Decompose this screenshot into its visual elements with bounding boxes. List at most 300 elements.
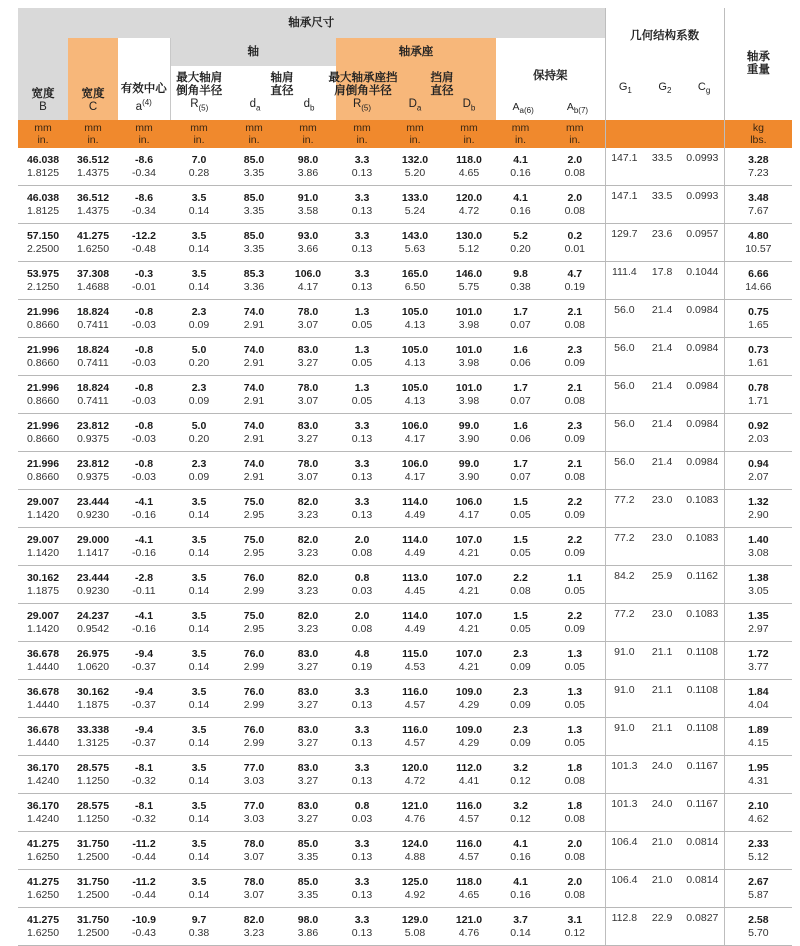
value-in: 1.1250 [76, 812, 110, 825]
value-mm: -12.2 [132, 230, 156, 242]
cell-cg: 0.0993 [681, 186, 724, 224]
value-in: 4.29 [458, 698, 480, 711]
value-mm: 3.3 [354, 420, 370, 432]
weight-lbs: 2.07 [748, 470, 769, 483]
shaft-shoulder-header: 轴肩直径 $d_a$ $d_b$ [228, 66, 336, 120]
cell-r1 [170, 300, 228, 338]
value-in: 4.13 [404, 356, 426, 369]
weight-kg: 1.35 [748, 610, 769, 622]
cell-da [388, 604, 442, 642]
cell-ab [545, 642, 605, 680]
value-in: 6.50 [404, 280, 426, 293]
cell-b [18, 376, 68, 414]
cell-weight [724, 376, 792, 414]
cell-weight [724, 718, 792, 756]
cell-c [68, 756, 118, 794]
value-mm: -4.1 [134, 610, 154, 622]
cell-ab [545, 832, 605, 870]
value-mm: 46.038 [26, 154, 60, 166]
cell-a [118, 490, 170, 528]
unit-weight: kg lbs. [724, 120, 792, 148]
cell-g1: 56.0 [605, 376, 643, 414]
cell-db [442, 566, 496, 604]
value-in: 0.7411 [77, 356, 109, 369]
value-mm: 3.1 [567, 914, 583, 926]
cell-weight [724, 832, 792, 870]
value-mm: 2.3 [567, 420, 583, 432]
value-in: 4.21 [458, 622, 480, 635]
table-row [18, 756, 792, 794]
value-in: 0.09 [188, 470, 210, 483]
value-in: 0.09 [564, 622, 586, 635]
cell-r1 [170, 376, 228, 414]
value-mm: 2.1 [567, 458, 583, 470]
weight-lbs: 2.97 [748, 622, 769, 635]
cell-b [18, 680, 68, 718]
bearing-dims-header: 轴承尺寸 [18, 8, 605, 38]
cell-cg: 0.0984 [681, 376, 724, 414]
value-in: 3.07 [297, 470, 319, 483]
value-in: 1.8125 [26, 166, 60, 179]
value-in: 3.36 [243, 280, 265, 293]
cg-header: $C_g$ [697, 81, 711, 96]
value-mm: -9.4 [134, 648, 154, 660]
cell-c [68, 680, 118, 718]
cell-b [18, 186, 68, 224]
geometry-factors-header [605, 8, 724, 120]
cell-da [228, 718, 280, 756]
value-in: 1.8125 [26, 204, 60, 217]
cell-r1 [170, 186, 228, 224]
cell-weight [724, 300, 792, 338]
cell-cg: 0.0984 [681, 338, 724, 376]
value-in: 1.6250 [26, 888, 60, 901]
value-mm: 146.0 [455, 268, 483, 280]
cell-cg: 0.1167 [681, 756, 724, 794]
cell-g1: 77.2 [605, 528, 643, 566]
cell-db [280, 528, 336, 566]
cell-r2 [336, 300, 388, 338]
da-lower-header: $d_a$ [249, 97, 261, 113]
value-in: 1.1875 [76, 698, 110, 711]
value-mm: 2.2 [513, 572, 528, 584]
cell-ab [545, 604, 605, 642]
value-mm: 130.0 [455, 230, 483, 242]
cell-da [388, 566, 442, 604]
value-mm: 2.2 [567, 610, 583, 622]
value-in: 3.03 [243, 774, 265, 787]
value-mm: -0.8 [134, 420, 154, 432]
weight-kg: 4.80 [748, 230, 769, 242]
value-in: 3.07 [297, 394, 319, 407]
value-in: 0.20 [188, 356, 210, 369]
value-in: 0.08 [564, 470, 586, 483]
cell-aa [496, 566, 545, 604]
value-mm: 85.0 [243, 230, 265, 242]
value-mm: 77.0 [243, 800, 265, 812]
value-mm: 85.3 [243, 268, 265, 280]
value-in: 0.03 [351, 812, 373, 825]
cell-r1 [170, 604, 228, 642]
value-in: 4.17 [404, 432, 426, 445]
cell-a [118, 680, 170, 718]
value-mm: 109.0 [455, 724, 483, 736]
table-row [18, 148, 792, 186]
value-mm: 105.0 [401, 306, 429, 318]
cell-r2 [336, 566, 388, 604]
cell-ab [545, 338, 605, 376]
weight-lbs: 1.61 [748, 356, 769, 369]
value-in: 5.75 [458, 280, 480, 293]
value-in: -0.03 [132, 470, 156, 483]
cell-db [442, 148, 496, 186]
cell-b [18, 566, 68, 604]
value-mm: 36.512 [76, 192, 110, 204]
cell-r1 [170, 490, 228, 528]
cell-da [228, 870, 280, 908]
value-mm: 1.3 [567, 724, 583, 736]
value-in: 0.19 [564, 280, 586, 293]
value-in: 0.05 [510, 622, 531, 635]
unit-g1 [605, 120, 643, 148]
cell-g1: 101.3 [605, 794, 643, 832]
cell-b [18, 300, 68, 338]
value-mm: 2.0 [354, 534, 370, 546]
value-mm: 21.996 [26, 306, 60, 318]
value-in: 4.76 [404, 812, 426, 825]
value-mm: 21.996 [26, 382, 60, 394]
value-mm: 2.0 [354, 610, 370, 622]
value-in: -0.11 [132, 584, 156, 597]
cell-ab [545, 490, 605, 528]
value-mm: 93.0 [297, 230, 319, 242]
value-in: 0.14 [510, 926, 531, 939]
cell-da [228, 642, 280, 680]
value-in: -0.34 [132, 204, 156, 217]
value-in: 0.09 [564, 356, 586, 369]
value-in: 0.12 [510, 774, 531, 787]
cell-c [68, 566, 118, 604]
value-in: 0.08 [510, 584, 531, 597]
value-in: -0.16 [132, 622, 156, 635]
value-mm: 9.7 [191, 914, 207, 926]
value-in: 0.05 [351, 356, 373, 369]
cell-g2: 21.0 [643, 832, 681, 870]
value-in: 4.57 [458, 812, 480, 825]
value-in: 0.16 [510, 166, 531, 179]
cell-ab [545, 148, 605, 186]
value-mm: 107.0 [455, 534, 483, 546]
cell-g1: 77.2 [605, 490, 643, 528]
cell-r1 [170, 718, 228, 756]
value-in: 4.17 [404, 470, 426, 483]
cell-r2 [336, 262, 388, 300]
value-mm: 4.1 [513, 192, 528, 204]
value-in: 0.01 [564, 242, 586, 255]
value-in: 0.13 [351, 204, 373, 217]
shaft-fillet-header: 最大轴肩倒角半径 $R_{(5)}$ [170, 66, 228, 120]
value-mm: 77.0 [243, 762, 265, 774]
weight-lbs: 7.23 [748, 166, 769, 179]
value-in: -0.32 [132, 812, 156, 825]
value-in: 4.29 [458, 736, 480, 749]
cell-r1 [170, 414, 228, 452]
value-mm: 85.0 [243, 154, 265, 166]
cell-weight [724, 528, 792, 566]
cell-b [18, 604, 68, 642]
value-in: 0.08 [564, 774, 586, 787]
value-in: 4.17 [297, 280, 319, 293]
cell-b [18, 642, 68, 680]
weight-lbs: 3.05 [748, 584, 769, 597]
cell-ab [545, 794, 605, 832]
cell-r1 [170, 680, 228, 718]
cell-b [18, 756, 68, 794]
value-in: 0.13 [351, 242, 373, 255]
cell-g2: 23.6 [643, 224, 681, 262]
weight-kg: 1.72 [748, 648, 769, 660]
value-mm: 23.812 [76, 458, 110, 470]
value-in: -0.16 [132, 508, 156, 521]
value-mm: 82.0 [243, 914, 265, 926]
table-row [18, 832, 792, 870]
cell-a [118, 832, 170, 870]
value-mm: 1.7 [513, 458, 528, 470]
value-in: 0.16 [510, 888, 531, 901]
cell-r1 [170, 224, 228, 262]
geometry-factors-title: 几何结构系数 [630, 30, 700, 42]
cell-g2: 17.8 [643, 262, 681, 300]
value-in: 1.1875 [26, 584, 60, 597]
value-in: 0.13 [351, 508, 373, 521]
value-mm: 2.0 [567, 192, 583, 204]
cell-r2 [336, 490, 388, 528]
value-mm: 106.0 [455, 496, 483, 508]
value-in: 0.13 [351, 774, 373, 787]
value-mm: 78.0 [243, 838, 265, 850]
value-mm: 3.5 [191, 800, 207, 812]
value-mm: 3.5 [191, 268, 207, 280]
value-in: 1.2500 [76, 850, 110, 863]
value-in: 4.76 [458, 926, 480, 939]
cell-g2: 21.4 [643, 338, 681, 376]
value-in: 2.1250 [26, 280, 60, 293]
cell-a [118, 756, 170, 794]
value-mm: 74.0 [243, 458, 265, 470]
table-row [18, 604, 792, 642]
value-mm: 76.0 [243, 648, 265, 660]
cell-c [68, 794, 118, 832]
cell-g1: 91.0 [605, 718, 643, 756]
cell-cg: 0.0984 [681, 452, 724, 490]
value-mm: 109.0 [455, 686, 483, 698]
value-mm: 74.0 [243, 420, 265, 432]
value-in: 3.35 [243, 242, 265, 255]
value-mm: -2.8 [134, 572, 154, 584]
cell-a [118, 528, 170, 566]
value-mm: 3.3 [354, 876, 370, 888]
value-in: 0.08 [564, 166, 586, 179]
cell-g2: 23.0 [643, 490, 681, 528]
cell-da [388, 376, 442, 414]
value-mm: 4.7 [567, 268, 583, 280]
value-in: 0.13 [351, 280, 373, 293]
value-in: 0.13 [351, 698, 373, 711]
value-in: 1.0620 [76, 660, 110, 673]
value-mm: -8.1 [134, 762, 154, 774]
cell-weight [724, 604, 792, 642]
weight-lbs: 10.57 [745, 242, 772, 255]
cell-cg: 0.1108 [681, 680, 724, 718]
value-mm: 41.275 [26, 876, 60, 888]
value-in: 0.13 [351, 926, 373, 939]
value-in: 3.58 [297, 204, 319, 217]
value-mm: 129.0 [401, 914, 429, 926]
value-mm: 2.2 [567, 534, 583, 546]
cell-aa [496, 224, 545, 262]
cell-r2 [336, 224, 388, 262]
value-mm: 29.000 [76, 534, 110, 546]
cell-aa [496, 262, 545, 300]
cell-r2 [336, 794, 388, 832]
cell-cg: 0.0984 [681, 414, 724, 452]
value-in: 4.65 [458, 166, 480, 179]
value-in: 0.9375 [76, 432, 110, 445]
value-mm: 1.8 [567, 762, 583, 774]
value-mm: 3.5 [191, 192, 207, 204]
cell-db [280, 148, 336, 186]
value-mm: 82.0 [297, 534, 319, 546]
value-mm: 36.170 [26, 800, 60, 812]
value-mm: 2.1 [567, 306, 583, 318]
value-in: 0.14 [188, 698, 210, 711]
table-row [18, 680, 792, 718]
cell-weight [724, 148, 792, 186]
table-row [18, 414, 792, 452]
weight-kg: 2.10 [748, 800, 769, 812]
value-mm: 30.162 [26, 572, 60, 584]
cell-a [118, 718, 170, 756]
value-mm: 120.0 [455, 192, 483, 204]
value-mm: 78.0 [297, 382, 319, 394]
cell-r1 [170, 794, 228, 832]
value-mm: 74.0 [243, 306, 265, 318]
db-upper-header: $D_b$ [462, 97, 476, 113]
value-in: 0.05 [351, 394, 373, 407]
value-in: 0.09 [564, 508, 586, 521]
value-mm: 3.5 [191, 572, 207, 584]
value-mm: 101.0 [455, 382, 483, 394]
value-mm: 1.3 [354, 344, 370, 356]
weight-lbs: 1.71 [748, 394, 769, 407]
cell-aa [496, 756, 545, 794]
cell-b [18, 832, 68, 870]
value-in: 0.19 [351, 660, 373, 673]
weight-lbs: 1.65 [748, 318, 769, 331]
value-mm: 3.3 [354, 154, 370, 166]
unit-ab: mm in. [545, 120, 605, 148]
value-mm: 3.5 [191, 230, 207, 242]
value-in: 0.07 [510, 470, 531, 483]
value-in: 0.08 [564, 204, 586, 217]
cell-ab [545, 756, 605, 794]
value-mm: 82.0 [297, 496, 319, 508]
value-in: 3.66 [297, 242, 319, 255]
unit-db-upper: mm in. [442, 120, 496, 148]
cell-cg: 0.0814 [681, 832, 724, 870]
value-in: 0.09 [510, 736, 531, 749]
cell-r1 [170, 908, 228, 946]
value-mm: 76.0 [243, 686, 265, 698]
weight-kg: 0.92 [748, 420, 769, 432]
cell-db [280, 680, 336, 718]
value-mm: 1.5 [513, 496, 528, 508]
value-in: 1.1420 [26, 546, 60, 559]
cell-db [280, 870, 336, 908]
cell-da [228, 680, 280, 718]
value-mm: 106.0 [401, 420, 429, 432]
housing-fillet-header: 最大轴承座挡肩倒角半径 $R_{(5)}$ [336, 66, 388, 120]
value-mm: 3.5 [191, 648, 207, 660]
value-mm: 18.824 [76, 344, 110, 356]
value-in: -0.03 [132, 356, 156, 369]
cell-aa [496, 794, 545, 832]
cell-c [68, 604, 118, 642]
value-in: 2.95 [243, 622, 265, 635]
cell-ab [545, 452, 605, 490]
value-mm: 31.750 [76, 914, 110, 926]
value-in: 0.13 [351, 432, 373, 445]
value-mm: 1.8 [567, 800, 583, 812]
cell-db [442, 452, 496, 490]
cell-g2: 21.1 [643, 718, 681, 756]
value-mm: 121.0 [401, 800, 429, 812]
weight-kg: 2.33 [748, 838, 769, 850]
value-in: 0.13 [351, 850, 373, 863]
cell-a [118, 604, 170, 642]
value-mm: 3.7 [513, 914, 528, 926]
cell-a [118, 642, 170, 680]
cell-g2: 21.4 [643, 452, 681, 490]
ab-header: $A_{b(7)}$ [566, 101, 589, 116]
table-row [18, 794, 792, 832]
cell-da [388, 262, 442, 300]
value-mm: 76.0 [243, 724, 265, 736]
cell-weight [724, 756, 792, 794]
value-mm: 116.0 [402, 686, 428, 698]
g1-header: $G_1$ [618, 81, 632, 96]
value-in: 5.12 [458, 242, 480, 255]
cell-da [228, 148, 280, 186]
cell-db [280, 186, 336, 224]
db-lower-header: $d_b$ [303, 97, 315, 113]
value-in: -0.03 [132, 394, 156, 407]
value-mm: 0.8 [354, 572, 370, 584]
value-mm: 74.0 [243, 382, 265, 394]
value-mm: 82.0 [297, 572, 319, 584]
value-in: 0.14 [188, 280, 210, 293]
cell-weight [724, 908, 792, 946]
value-mm: 28.575 [76, 762, 110, 774]
value-mm: 33.338 [76, 724, 110, 736]
value-in: 1.1420 [26, 508, 60, 521]
value-in: 0.13 [351, 888, 373, 901]
value-mm: 115.0 [402, 648, 428, 660]
value-in: 2.91 [243, 356, 265, 369]
value-in: 3.27 [297, 774, 319, 787]
value-in: 4.49 [404, 622, 426, 635]
value-mm: 116.0 [456, 800, 482, 812]
